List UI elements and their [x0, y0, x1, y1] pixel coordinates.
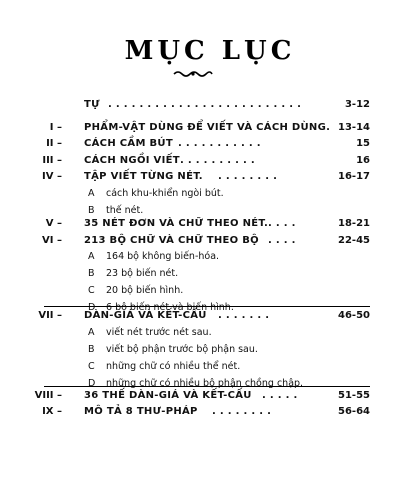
entry-number: IV – — [42, 171, 62, 182]
toc-entry-ii[interactable] — [0, 136, 420, 152]
toc-entry-vii[interactable] — [0, 308, 420, 324]
entry-number: IX – — [42, 406, 62, 417]
entry-leader: . . . . . . . . . . . . . . . . . . . . . . . . . — [108, 99, 302, 110]
entry-leader: . . . . — [268, 235, 296, 246]
entry-leader: . . . . — [268, 218, 296, 229]
entry-number: II – — [46, 138, 62, 149]
toc-entry-v[interactable] — [0, 216, 420, 232]
entry-label: 35 NÉT ĐƠN VÀ CHỮ THEO NÉT. — [84, 218, 269, 229]
entry-label: 36 THẾ DÀN-GIÁ VÀ KẾT-CẤU — [84, 390, 252, 401]
entry-pages: 16 — [356, 155, 370, 166]
toc-entry-iii[interactable] — [0, 153, 420, 169]
toc-entry-preface[interactable] — [0, 97, 420, 113]
entry-label: CÁCH CẦM BÚT — [84, 138, 173, 149]
entry-pages: 3-12 — [344, 99, 370, 110]
entry-label: MÔ TẢ 8 THƯ-PHÁP — [84, 406, 198, 417]
entry-pages: 15 — [356, 138, 370, 149]
toc-entry-iv[interactable] — [0, 169, 420, 185]
entry-number: VI – — [42, 235, 62, 246]
entry-leader: . . . . . . . . . . . — [178, 138, 261, 149]
entry-number: III – — [42, 155, 62, 166]
entry-number: VIII – — [34, 390, 62, 401]
section-divider — [44, 306, 370, 307]
toc-entry-ix[interactable] — [0, 404, 420, 420]
entry-leader: . . . . . — [262, 390, 298, 401]
entry-leader: . . . . . . . . . . — [180, 155, 256, 166]
entry-number: VII – — [38, 310, 62, 321]
entry-pages: 56-64 — [338, 406, 370, 417]
entry-label: TỰ — [84, 99, 100, 110]
entry-label: PHẨM-VẬT DÙNG ĐỂ VIẾT VÀ CÁCH DÙNG. — [84, 122, 331, 133]
section-divider — [44, 386, 370, 387]
entry-pages: 51-55 — [338, 390, 370, 401]
entry-pages: 18-21 — [338, 218, 370, 229]
entry-label: TẬP VIẾT TỪNG NÉT. — [84, 171, 203, 182]
entry-pages: 46-50 — [338, 310, 370, 321]
entry-pages: 22-45 — [338, 235, 370, 246]
toc-entry-i[interactable] — [0, 120, 420, 136]
toc-entry-viii[interactable] — [0, 388, 420, 404]
page-title: MỤC LỤC — [124, 36, 296, 66]
entry-label: DÀN-GIÁ VÀ KẾT-CẤU — [84, 310, 207, 321]
entry-number: V – — [45, 218, 62, 229]
entry-leader: . . . . . . . — [218, 310, 270, 321]
entry-leader: . . . . . . . . — [212, 406, 272, 417]
entry-pages: 16-17 — [338, 171, 370, 182]
entry-label: CÁCH NGỒI VIẾT — [84, 155, 180, 166]
entry-label: 213 BỘ CHỮ VÀ CHỮ THEO BỘ — [84, 235, 259, 246]
toc-entry-vi[interactable] — [0, 233, 420, 249]
entry-pages: 13-14 — [338, 122, 370, 133]
entry-leader: . . . . . . . . — [218, 171, 278, 182]
table-of-contents: TỰ . . . . . . . . . . . . . . . . . . . . . . . . . 3-12 I – PHẨM-VẬT DÙNG ĐỂ VIẾT VÀ CÁCH DÙNG. 13-14 II – CÁCH CẦM BÚT . . . . . . . . . . . 15 III – CÁCH NGỒI VIẾT . . . . . . . . . . 16 IV – TẬP VIẾT TỪNG NÉT. . . . . . . . . 16-17 A cách khu-khiển ngòi bút. B thế nét. V – 35 NÉT ĐƠN VÀ CHỮ THEO NÉT. . . . . 18-21 VI – 213 BỘ CHỮ VÀ CHỮ THEO BỘ . . . . 22-45 A 164 bộ không biến-hóa. B 23 bộ biến nét. C 20 bộ biến hình. D 6 bộ biến nét và biến hình. VII – DÀN-GIÁ VÀ KẾT-CẤU . . . . . . . 46-50 A viết nét trước nét sau. B viết bộ phận trước bộ phận sau. C những chữ có nhiều thể nét. D những chữ có nhiều bộ phận chồng chập. VIII – 36 THẾ DÀN-GIÁ VÀ KẾT-CẤU . . . . . 51-55 IX – MÔ TẢ 8 THƯ-PHÁP . . . . . . . . 56-64 — [0, 0, 420, 498]
entry-number: I – — [49, 122, 62, 133]
